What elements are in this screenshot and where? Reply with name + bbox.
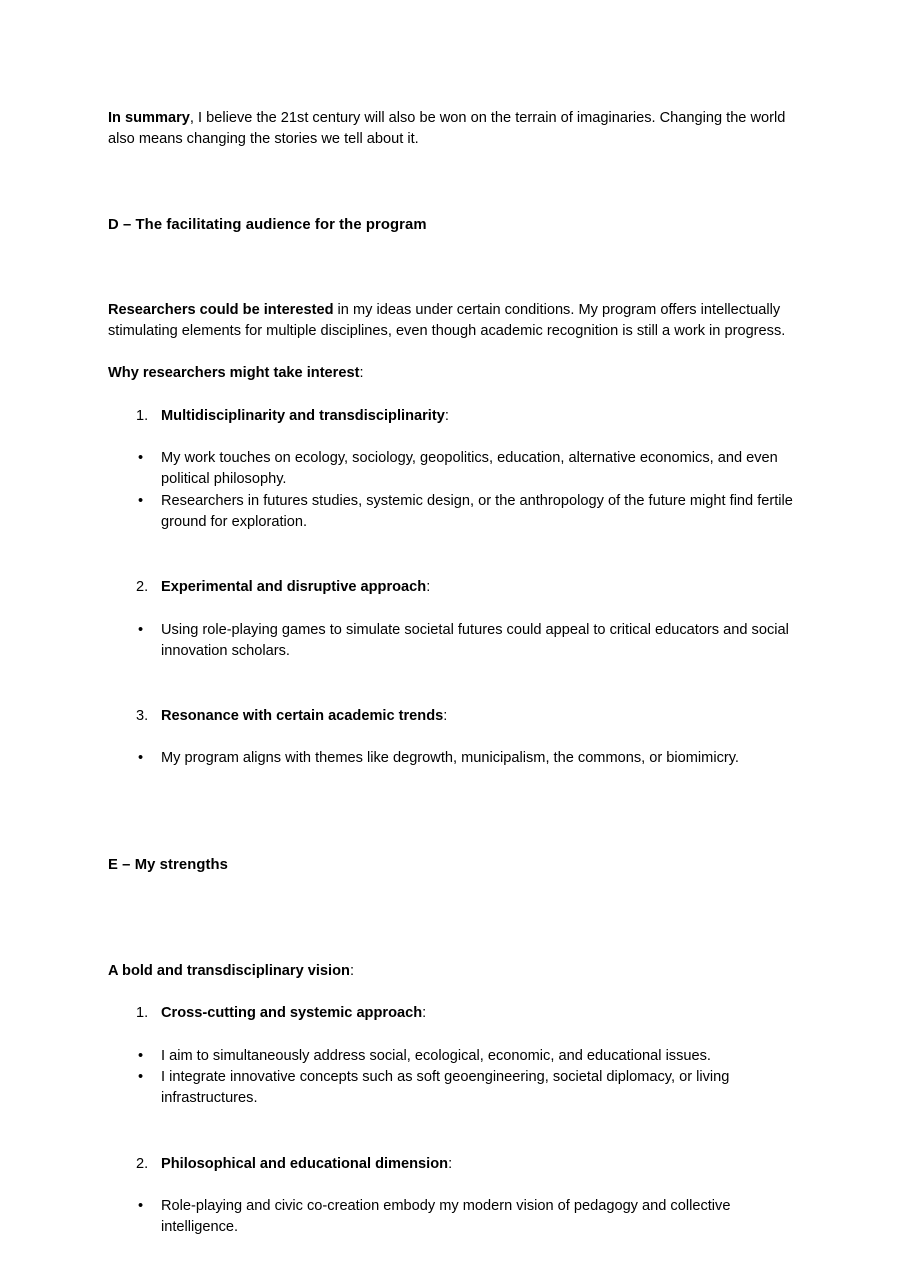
list-item: [108, 748, 798, 769]
section-e-subheading-suffix: :: [349, 963, 354, 980]
bullet-group: [108, 448, 798, 533]
numbered-item-title: Cross-cutting and systemic approach: [161, 1005, 423, 1022]
numbered-item-title-suffix: :: [448, 1155, 453, 1172]
list-item-text: My program aligns with themes like degrowth, municipalism, the commons, or biomimicry.: [161, 750, 739, 767]
spacer: [108, 342, 798, 363]
section-d-bold-lead: Researchers could be interested: [108, 301, 334, 318]
list-item: [108, 620, 798, 663]
section-d-lead-rest: in my ideas under certain conditions. My program offers intellectually stimulating elements for multiple disciplines, even though academic recognition is still a work in progress.: [108, 301, 786, 340]
spacer: [108, 236, 798, 300]
section-d-lead-paragraph: [108, 300, 798, 343]
spacer: [108, 385, 798, 406]
spacer: [108, 662, 798, 706]
numbered-item-title-suffix: :: [443, 708, 448, 725]
numbered-item-title: Multidisciplinarity and transdisciplinarity: [161, 407, 445, 424]
spacer: [108, 876, 798, 940]
bullet-icon: •: [138, 492, 144, 509]
section-heading-d: D – The facilitating audience for the program: [108, 216, 427, 233]
bullet-icon: •: [138, 621, 144, 638]
intro-rest: , I believe the 21st century will also be won on the terrain of imaginaries. Changing the world also means changing the stories we tell about it.: [108, 110, 786, 148]
spacer: [108, 834, 798, 855]
numbered-item-title-suffix: :: [426, 579, 431, 596]
list-item: [108, 1196, 798, 1239]
list-item-text: I integrate innovative concepts such as soft geoengineering, societal diplomacy, or living infrastructures.: [161, 1068, 730, 1107]
list-item: [108, 448, 798, 491]
list-item: [108, 1046, 798, 1067]
spacer: [108, 533, 798, 577]
list-marker: 1.: [136, 407, 149, 424]
numbered-item-title: Resonance with certain academic trends: [161, 708, 444, 725]
intro-bold-lead: In summary: [108, 110, 190, 126]
spacer: [108, 727, 798, 748]
spacer: [108, 1025, 798, 1046]
section-e-subheading-text: A bold and transdisciplinary vision: [108, 963, 350, 980]
bullet-group: [108, 1046, 798, 1110]
spacer: [108, 1175, 798, 1196]
list-marker: 2.: [136, 1155, 149, 1172]
bullet-group: [108, 1196, 798, 1239]
numbered-item: [108, 577, 798, 598]
list-item-text: I aim to simultaneously address social, ecological, economic, and educational issues.: [161, 1047, 711, 1064]
numbered-item-title-suffix: :: [422, 1005, 427, 1022]
numbered-item: [108, 1154, 798, 1175]
spacer: [108, 982, 798, 1003]
section-d-subheading-text: Why researchers might take interest: [108, 365, 360, 382]
numbered-item: [108, 1003, 798, 1024]
list-marker: 3.: [136, 708, 149, 725]
list-item-text: Using role-playing games to simulate societal futures could appeal to critical educators and social innovation scholars.: [161, 621, 789, 659]
list-item-text: Researchers in futures studies, systemic design, or the anthropology of the future might find fertile ground for exploration.: [161, 492, 793, 530]
bullet-icon: •: [138, 1068, 144, 1085]
list-item: [108, 1067, 798, 1110]
spacer: [108, 151, 798, 215]
list-marker: 2.: [136, 579, 149, 596]
section-d-subheading: [108, 363, 798, 384]
intro-paragraph: [108, 108, 798, 151]
bullet-group: [108, 748, 798, 769]
document-body: [108, 108, 798, 1238]
section-e-subheading: [108, 961, 798, 982]
numbered-item-title: Experimental and disruptive approach: [161, 579, 427, 596]
spacer: [108, 940, 798, 961]
bullet-icon: •: [138, 1047, 144, 1064]
bullet-icon: •: [138, 750, 144, 767]
numbered-item-title-suffix: :: [444, 407, 449, 424]
list-item: [108, 491, 798, 534]
bullet-group: [108, 620, 798, 663]
numbered-item-title: Philosophical and educational dimension: [161, 1155, 449, 1172]
bullet-icon: •: [138, 1197, 144, 1214]
spacer: [108, 1110, 798, 1154]
spacer: [108, 770, 798, 834]
section-heading-e: E – My strengths: [108, 856, 229, 873]
section-d-subheading-suffix: :: [359, 365, 364, 382]
numbered-item: [108, 406, 798, 427]
list-marker: 1.: [136, 1005, 149, 1022]
list-item-text: Role-playing and civic co-creation embody my modern vision of pedagogy and collective intelligence.: [161, 1197, 731, 1236]
spacer: [108, 427, 798, 448]
bullet-icon: •: [138, 450, 144, 467]
spacer: [108, 599, 798, 620]
numbered-item: [108, 706, 798, 727]
list-item-text: My work touches on ecology, sociology, geopolitics, education, alternative economics, and even political philosophy.: [161, 450, 778, 488]
